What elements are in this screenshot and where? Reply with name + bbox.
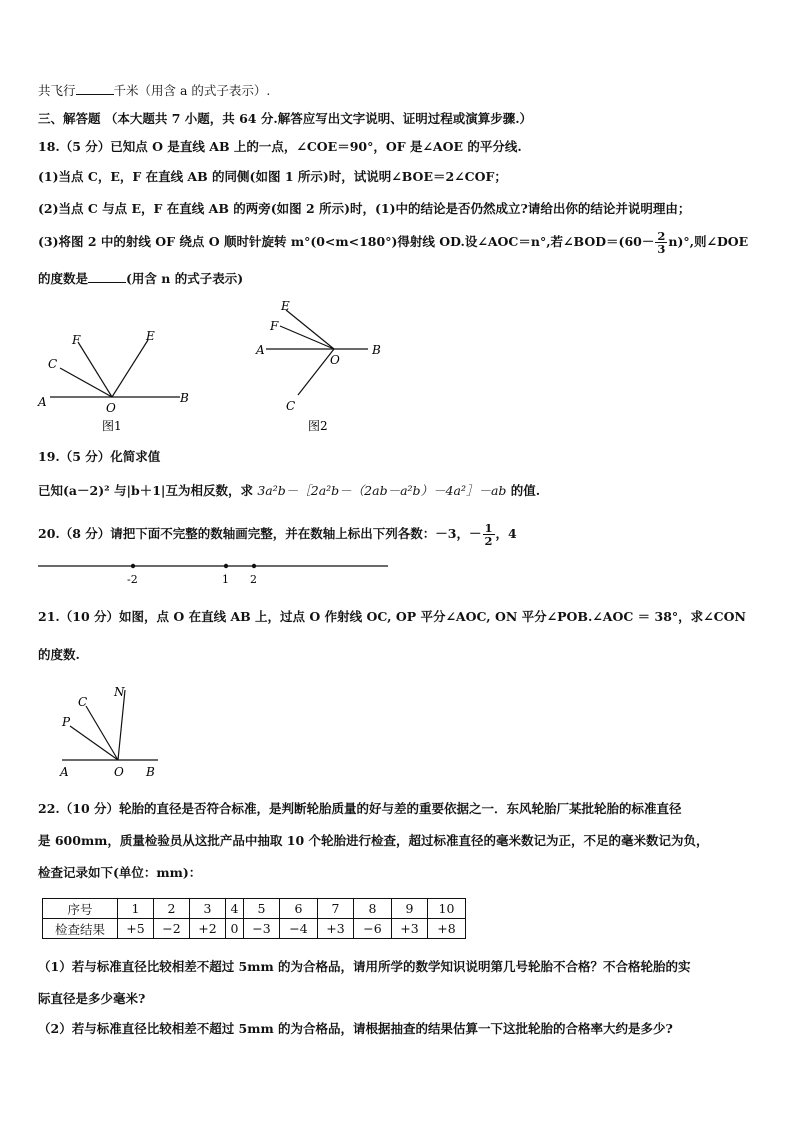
- table-cell: +5: [118, 919, 154, 939]
- table-cell: 3: [190, 899, 226, 919]
- answer-blank[interactable]: [76, 82, 114, 95]
- table-header-cell: 序号: [43, 899, 118, 919]
- intro-line: 共飞行 千米（用含 a 的式子表示）.: [38, 83, 271, 98]
- table-cell: 10: [428, 899, 466, 919]
- table-cell: 8: [354, 899, 392, 919]
- fig21-label-n: N: [114, 685, 125, 699]
- table-cell: −2: [154, 919, 190, 939]
- fig1-label-a: A: [38, 395, 47, 409]
- table-cell: −4: [280, 919, 318, 939]
- fig2-label-o: O: [330, 353, 340, 367]
- table-cell: 0: [226, 919, 244, 939]
- table-cell: +3: [392, 919, 428, 939]
- answer-blank[interactable]: [88, 270, 126, 283]
- q18-part3-line2: 的度数是 (用含 n 的式子表示): [38, 271, 244, 286]
- tick-label-2: 2: [250, 573, 257, 586]
- fig1-label-c: C: [48, 357, 58, 371]
- section-3-heading: 三、解答题 （本大题共 7 小题，共 64 分.解答应写出文字说明、证明过程或演算步骤.）: [38, 111, 533, 126]
- fig1-label-f: F: [72, 333, 81, 347]
- q19-text: 已知(a－2)² 与|b＋1|互为相反数，求 3a²b－［2a²b－（2ab－a²b）－4a²］－ab 的值.: [38, 483, 541, 498]
- fig21-label-b: B: [146, 765, 155, 779]
- fig2-label-f: F: [270, 319, 279, 333]
- table-cell: −6: [354, 919, 392, 939]
- table-row: [43, 899, 466, 919]
- fig21-label-p: P: [62, 715, 71, 729]
- q18-part2: (2)当点 C 与点 E，F 在直线 AB 的两旁(如图 2 所示)时，(1)中的结论是否仍然成立?请给出你的结论并说明理由；: [38, 201, 691, 216]
- q20-stem: 20.（8 分）请把下面不完整的数轴画完整，并在数轴上标出下列各数：－3，－ $\frac{1}{2}$ ，4: [38, 521, 517, 548]
- table-cell: 7: [318, 899, 354, 919]
- q22-sub1-line1: （1）若与标准直径比较相差不超过 5mm 的为合格品，请用所学的数学知识说明第几号轮胎不合格？不合格轮胎的实: [38, 959, 691, 974]
- figure-1: [30, 320, 210, 440]
- fraction-two-thirds: $\frac{2}{3}$: [657, 229, 666, 256]
- q18-part1: (1)当点 C，E，F 在直线 AB 的同侧(如图 1 所示)时，试说明∠BOE＝2∠COF；: [38, 169, 507, 184]
- fig2-label-c: C: [286, 399, 296, 413]
- table-cell: +8: [428, 919, 466, 939]
- figure-2: [250, 292, 400, 440]
- fig1-caption: 图1: [102, 419, 122, 433]
- table-cell: 2: [154, 899, 190, 919]
- table-cell: 1: [118, 899, 154, 919]
- table-cell: −3: [244, 919, 280, 939]
- fig21-label-c: C: [78, 695, 88, 709]
- fig1-label-e: E: [146, 329, 155, 343]
- q19-title: 19.（5 分）化简求值: [38, 449, 161, 464]
- fig1-label-o: O: [106, 401, 116, 415]
- q18-part3: (3)将图 2 中的射线 OF 绕点 O 顺时针旋转 m°(0<m<180°)得射线 OD.设∠AOC＝n°,若∠BOD＝(60－ $\frac{2}{3}$ n)°,则∠DOE: [38, 229, 749, 256]
- fig2-label-a: A: [256, 343, 265, 357]
- table-cell: +2: [190, 919, 226, 939]
- q21-stem2: 的度数.: [38, 647, 80, 662]
- fig2-label-b: B: [372, 343, 381, 357]
- q22-para1: 22.（10 分）轮胎的直径是否符合标准，是判断轮胎质量的好与差的重要依据之一．东风轮胎厂某批轮胎的标准直径: [38, 801, 682, 816]
- fraction-one-half: $\frac{1}{2}$: [484, 521, 493, 548]
- table-cell: 4: [226, 899, 244, 919]
- table-cell: 6: [280, 899, 318, 919]
- fig21-label-o: O: [114, 765, 124, 779]
- fig21-label-a: A: [60, 765, 69, 779]
- q19-expression: 3a²b－［2a²b－（2ab－a²b）－4a²］－ab: [257, 483, 507, 498]
- q21-stem: 21.（10 分）如图，点 O 在直线 AB 上，过点 O 作射线 OC, OP 平分∠AOC, ON 平分∠POB.∠AOC ＝ 38°，求∠CON: [38, 609, 746, 624]
- q22-para2: 是 600mm，质量检验员从这批产品中抽取 10 个轮胎进行检查，超过标准直径的毫米数记为正，不足的毫米数记为负，: [38, 833, 709, 848]
- table-row: [43, 919, 466, 939]
- q22-sub2: （2）若与标准直径比较相差不超过 5mm 的为合格品，请根据抽查的结果估算一下这批轮胎的合格率大约是多少?: [38, 1021, 673, 1036]
- table-cell: 5: [244, 899, 280, 919]
- q22-sub1-line2: 际直径是多少毫米?: [38, 991, 146, 1006]
- table-header-cell: 检查结果: [43, 919, 118, 939]
- number-line: [36, 556, 396, 588]
- fig2-caption: 图2: [308, 419, 328, 433]
- tick-label-neg2: -2: [127, 573, 138, 586]
- inspection-table: [42, 898, 466, 939]
- fig2-label-e: E: [281, 299, 290, 313]
- fig1-label-b: B: [180, 391, 189, 405]
- figure-q21: [50, 682, 180, 782]
- q22-para3: 检查记录如下(单位：mm)：: [38, 865, 202, 880]
- table-cell: 9: [392, 899, 428, 919]
- tick-label-1: 1: [222, 573, 229, 586]
- table-cell: +3: [318, 919, 354, 939]
- q18-stem: 18.（5 分）已知点 O 是直线 AB 上的一点，∠COE＝90°，OF 是∠AOE 的平分线.: [38, 139, 522, 154]
